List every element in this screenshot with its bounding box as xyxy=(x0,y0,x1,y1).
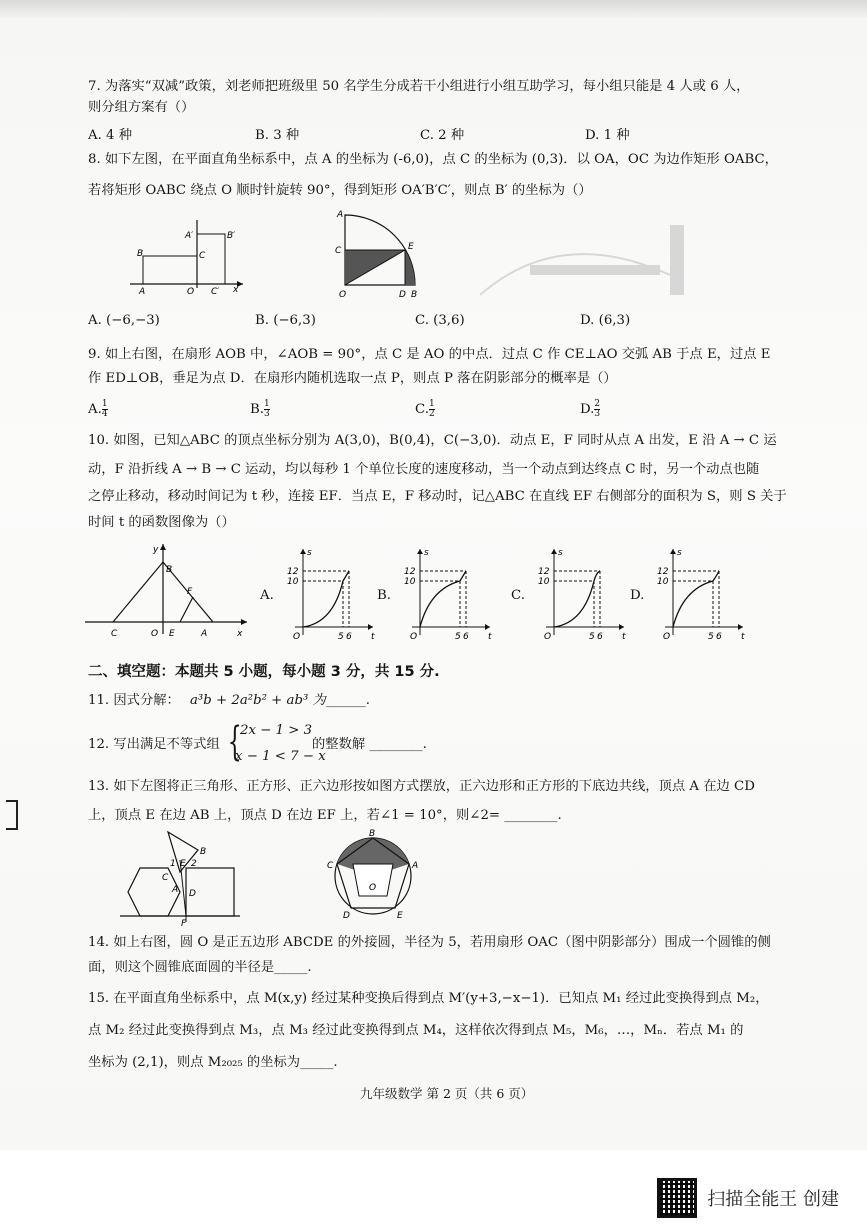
svg-text:10: 10 xyxy=(657,577,669,587)
svg-text:6: 6 xyxy=(597,632,603,642)
svg-text:O: O xyxy=(369,883,377,893)
svg-text:2: 2 xyxy=(191,859,197,869)
svg-text:F: F xyxy=(181,919,187,929)
q9-stem-line2: 作 ED⊥OB，垂足为点 D．在扇形内随机选取一点 P，则点 P 落在阴影部分的概率是（） xyxy=(88,371,617,386)
q12-inequality-2: x − 1 < 7 − x xyxy=(235,749,326,764)
q10-label-b: B xyxy=(166,565,173,575)
q11-expression: a³b + 2a²b² + ab³ 为______. xyxy=(190,693,370,708)
svg-text:1: 1 xyxy=(170,859,176,869)
q9-option-d: D. $\frac{2}{3}$ xyxy=(580,399,601,419)
q7-stem-line2: 则分组方案有（） xyxy=(88,100,195,115)
page-footer: 九年级数学 第 2 页（共 6 页） xyxy=(360,1086,534,1101)
svg-text:A: A xyxy=(412,861,419,871)
q8-label-b: B xyxy=(137,249,144,259)
svg-text:s: s xyxy=(424,548,429,558)
watermark-text: 扫描全能王 创建 xyxy=(707,1189,839,1210)
q10-option-b-letter: B. xyxy=(377,588,391,603)
svg-text:5: 5 xyxy=(589,632,595,642)
svg-text:12: 12 xyxy=(404,567,416,577)
q8-label-cprime: C′ xyxy=(211,287,220,297)
q9-option-a: A. $\frac{1}{4}$ xyxy=(88,399,108,419)
q8-label-o: O xyxy=(187,287,195,297)
svg-text:t: t xyxy=(371,632,375,642)
svg-text:5: 5 xyxy=(708,632,714,642)
q13-polygons-figure xyxy=(118,830,243,929)
svg-text:12: 12 xyxy=(657,567,669,577)
svg-text:10: 10 xyxy=(404,577,416,587)
q10-stem-line2: 动，F 沿折线 A → B → C 运动，均以每秒 1 个单位长度的速度移动，当一个动点到达终点 C 时，另一个动点也随 xyxy=(88,462,760,477)
q10-option-a-letter: A. xyxy=(260,588,274,603)
svg-text:5: 5 xyxy=(455,632,461,642)
svg-text:t: t xyxy=(622,632,626,642)
section-2-heading: 二、填空题：本题共 5 小题，每小题 3 分，共 15 分. xyxy=(88,664,440,680)
q10-label-c: C xyxy=(111,629,118,639)
svg-text:6: 6 xyxy=(463,632,469,642)
q9-label-a: A xyxy=(337,210,344,220)
q8-option-a: A. (−6,−3) xyxy=(88,313,160,328)
q10-stem-line1: 10. 如图，已知△ABC 的顶点坐标分别为 A(3,0)，B(0,4)，C(−3,0)．动点 E，F 同时从点 A 出发，E 沿 A → C 运 xyxy=(88,433,777,448)
q7-option-d: D. 1 种 xyxy=(585,128,630,143)
q9-label-b: B xyxy=(411,290,418,300)
q13-stem-line2: 上，顶点 E 在边 AB 上，顶点 D 在边 EF 上，若∠1 = 10°，则∠2= ________. xyxy=(88,808,562,823)
q12-inequality-1: 2x − 1 > 3 xyxy=(240,723,313,738)
q7-option-b: B. 3 种 xyxy=(255,128,300,143)
q8-label-aprime: A′ xyxy=(185,231,194,241)
qr-code-icon xyxy=(657,1178,697,1218)
svg-text:O: O xyxy=(410,632,418,642)
q8-label-c: C xyxy=(199,251,206,261)
q9-sector-figure xyxy=(333,205,433,305)
q7-option-a: A. 4 种 xyxy=(88,128,133,143)
q10-graph-a xyxy=(285,545,380,645)
q10-label-a: A xyxy=(201,629,208,639)
svg-text:5: 5 xyxy=(338,632,344,642)
svg-text:s: s xyxy=(677,548,682,558)
q11-label: 11. 因式分解： xyxy=(88,693,180,708)
svg-text:D: D xyxy=(343,911,350,921)
svg-text:t: t xyxy=(741,632,745,642)
svg-text:B: B xyxy=(200,847,207,857)
q7-stem-line1: 7. 为落实“双减”政策，刘老师把班级里 50 名学生分成若干小组进行小组互助学习，每小组只能是 4 人或 6 人， xyxy=(88,79,750,94)
q8-label-a: A xyxy=(139,287,146,297)
svg-text:O: O xyxy=(544,632,552,642)
svg-text:s: s xyxy=(307,548,312,558)
svg-text:s: s xyxy=(558,548,563,558)
q8-option-d: D. (6,3) xyxy=(580,313,631,328)
svg-text:12: 12 xyxy=(287,567,299,577)
q10-label-e: E xyxy=(169,629,175,639)
binding-margin-mark xyxy=(6,800,18,830)
q15-stem-line2: 点 M₂ 经过此变换得到点 M₃，点 M₃ 经过此变换得到点 M₄，这样依次得到点 M₅，M₆，…，Mₙ．若点 M₁ 的 xyxy=(88,1023,744,1038)
svg-text:E: E xyxy=(397,911,403,921)
q12-brace: { xyxy=(227,719,242,765)
q15-stem-line3: 坐标为 (2,1)，则点 M₂₀₂₅ 的坐标为_____. xyxy=(88,1055,338,1070)
svg-text:A: A xyxy=(172,885,179,895)
q9-label-e: E xyxy=(408,242,414,252)
q10-graph-c xyxy=(536,545,631,645)
q10-graph-d xyxy=(655,545,750,645)
svg-text:O: O xyxy=(293,632,301,642)
q9-option-c: C. $\frac{1}{2}$ xyxy=(415,399,435,419)
q9-label-c: C xyxy=(335,246,342,256)
q10-label-o: O xyxy=(151,629,159,639)
q15-stem-line1: 15. 在平面直角坐标系中，点 M(x,y) 经过某种变换后得到点 M′(y+3,−x−1)．已知点 M₁ 经过此变换得到点 M₂， xyxy=(88,991,769,1006)
svg-text:D: D xyxy=(189,889,196,899)
svg-text:6: 6 xyxy=(346,632,352,642)
svg-text:C: C xyxy=(327,861,334,871)
q8-rotation-figure xyxy=(125,218,255,298)
q14-stem-line2: 面，则这个圆锥底面圆的半径是_____. xyxy=(88,960,312,975)
q12-label: 12. 写出满足不等式组 xyxy=(88,737,220,752)
q10-option-d-letter: D. xyxy=(630,588,645,603)
q10-label-f: F xyxy=(187,587,193,597)
svg-text:10: 10 xyxy=(287,577,299,587)
svg-text:E: E xyxy=(180,859,186,869)
q9-option-b: B. $\frac{1}{3}$ xyxy=(250,399,270,419)
q14-pentagon-circle-figure xyxy=(323,829,423,922)
q12-tail: 的整数解 ________. xyxy=(312,737,427,752)
page-top-edge xyxy=(0,0,867,18)
q8-label-x: x xyxy=(233,285,239,295)
q10-stem-line4: 时间 t 的函数图像为（） xyxy=(88,515,235,530)
q10-label-y: y xyxy=(153,545,159,555)
svg-text:O: O xyxy=(663,632,671,642)
q8-stem-line2: 若将矩形 OABC 绕点 O 顺时针旋转 90°，得到矩形 OA′B′C′，则点 B′ 的坐标为（） xyxy=(88,183,592,198)
q9-label-o: O xyxy=(339,290,347,300)
q13-stem-line1: 13. 如下左图将正三角形、正方形、正六边形按如图方式摆放，正六边形和正方形的下底边共线，顶点 A 在边 CD xyxy=(88,779,755,794)
svg-text:6: 6 xyxy=(716,632,722,642)
q10-stem-line3: 之停止移动，移动时间记为 t 秒，连接 EF．当点 E，F 移动时，记△ABC 在直线 EF 右侧部分的面积为 S，则 S 关于 xyxy=(88,489,787,504)
q10-label-x: x xyxy=(237,629,243,639)
q9-label-d: D xyxy=(399,290,406,300)
q10-graph-b xyxy=(402,545,497,645)
svg-text:B: B xyxy=(369,829,376,839)
q7-option-c: C. 2 种 xyxy=(420,128,465,143)
q14-stem-line1: 14. 如上右图，圆 O 是正五边形 ABCDE 的外接圆，半径为 5，若用扇形 OAC（图中阴影部分）围成一个圆锥的侧 xyxy=(88,935,771,950)
q8-option-b: B. (−6,3) xyxy=(255,313,316,328)
svg-text:12: 12 xyxy=(538,567,550,577)
svg-text:t: t xyxy=(488,632,492,642)
bleed-through-figure xyxy=(470,215,690,315)
svg-text:C: C xyxy=(162,873,169,883)
q9-stem-line1: 9. 如上右图，在扇形 AOB 中，∠AOB = 90°，点 C 是 AO 的中点．过点 C 作 CE⊥AO 交弧 AB 于点 E，过点 E xyxy=(88,347,771,362)
q8-option-c: C. (3,6) xyxy=(415,313,465,328)
svg-text:10: 10 xyxy=(538,577,550,587)
q10-triangle-figure xyxy=(85,542,255,642)
scanner-watermark xyxy=(657,1178,839,1218)
q8-label-bprime: B′ xyxy=(227,231,236,241)
q8-stem-line1: 8. 如下左图，在平面直角坐标系中，点 A 的坐标为 (-6,0)，点 C 的坐标为 (0,3)．以 OA，OC 为边作矩形 OABC， xyxy=(88,152,778,167)
q10-option-c-letter: C. xyxy=(511,588,525,603)
